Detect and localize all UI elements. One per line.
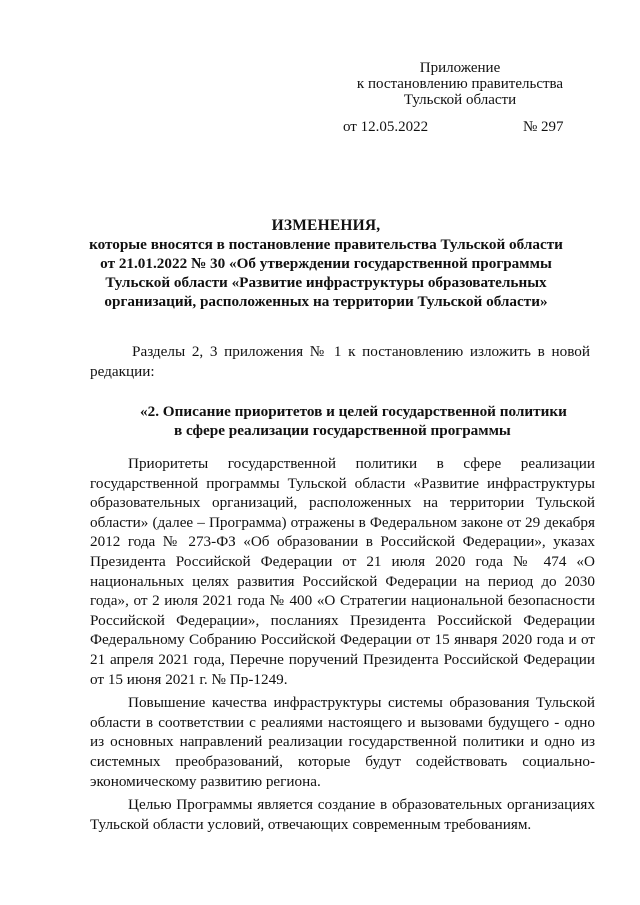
title-line-1: которые вносятся в постановление правительства Тульской области	[89, 236, 563, 253]
intro-paragraph: Разделы 2, 3 приложения № 1 к постановлению изложить в новой редакции:	[90, 343, 590, 380]
resolution-date: от 12.05.2022	[343, 119, 429, 135]
appendix-line-2: к постановлению правительства	[356, 76, 564, 92]
section-heading-line-1: «2. Описание приоритетов и целей государственной политики	[140, 403, 567, 420]
resolution-number: № 297	[523, 119, 564, 135]
section-heading	[140, 402, 600, 440]
paragraph-quality: Повышение качества инфраструктуры системы образования Тульской области в соответствии с реалиями настоящего и вызовами будущего - одно из основных направлений реализации государственной политики и одно из системных преобразований, которые будут содействовать социально-экономическому развитию региона.	[90, 694, 595, 790]
title-line-4: организаций, расположенных на территории Тульской области»	[104, 293, 548, 310]
title-line-2: от 21.01.2022 № 30 «Об утверждении государственной программы	[100, 255, 552, 272]
paragraph-goal: Целью Программы является создание в образовательных организациях Тульской области условий, отвечающих современным требованиям.	[90, 796, 595, 833]
section-body	[90, 454, 595, 838]
title-line-3: Тульской области «Развитие инфраструктуры образовательных	[105, 274, 547, 291]
paragraph-priorities: Приоритеты государственной политики в сфере реализации государственной программы Тульской области «Развитие инфраструктуры образовательных организаций, расположенных на территории Тульской области» (далее – Программа) отражены в Федеральном законе от 29 декабря 2012 года № 273-ФЗ «Об образовании в Российской Федерации», указах Президента Российской Федерации от 21 июля 2020 года № 474 «О национальных целях развития Российской Федерации на период до 2030 года», от 2 июля 2021 года № 400 «О Стратегии национальной безопасности Российской Федерации», посланиях Президента Российской Федерации Федеральному Собранию Российской Федерации от 15 января 2020 года и от 21 апреля 2021 года, Перечне поручений Президента Российской Федерации от 15 июня 2021 г. № Пр-1249.	[90, 455, 595, 688]
appendix-line-3: Тульской области	[403, 92, 517, 108]
section-heading-line-2: в сфере реализации государственной программы	[174, 422, 511, 439]
title-main: ИЗМЕНЕНИЯ,	[271, 217, 381, 234]
document-title	[86, 216, 566, 311]
appendix-header	[340, 60, 580, 108]
appendix-line-1: Приложение	[419, 60, 501, 76]
